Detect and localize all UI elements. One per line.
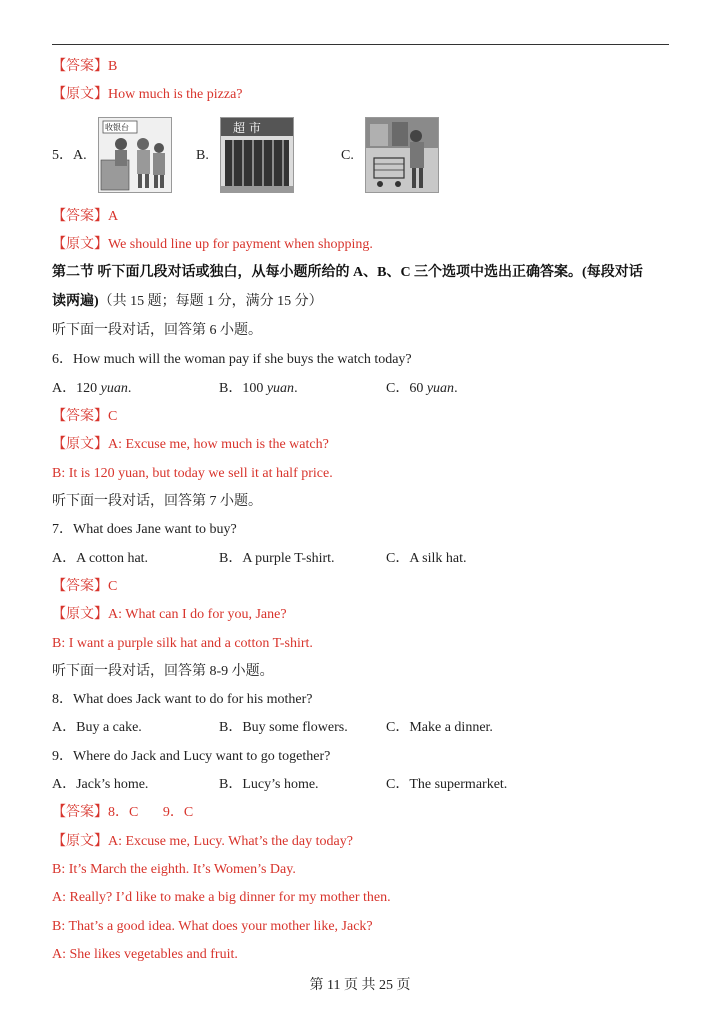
question-9: 9．Where do Jack and Lucy want to go together? (52, 749, 331, 764)
q9-option-c: C．The supermarket. (386, 777, 508, 792)
instruction-7: 听下面一段对话，回答第 7 小题。 (52, 494, 262, 509)
cashier-sign-text: 收银台 (105, 123, 129, 132)
header-rule (52, 44, 669, 45)
answer-4: 【答案】B (52, 59, 118, 74)
q6-option-c: C．60 yuan. (386, 381, 458, 396)
q8-option-c: C．Make a dinner. (386, 720, 493, 735)
question-6: 6．How much will the woman pay if she buys the watch today? (52, 352, 412, 367)
q8-option-b: B．Buy some flowers. (219, 720, 348, 735)
instruction-8-9: 听下面一段对话，回答第 8-9 小题。 (52, 664, 274, 679)
transcript-8-9b: B: It’s March the eighth. It’s Women’s Day. (52, 862, 296, 877)
transcript-6b: B: It is 120 yuan, but today we sell it at half price. (52, 466, 333, 481)
answer-7: 【答案】C (52, 579, 118, 594)
q5-label-a: 5．A. (52, 148, 87, 163)
transcript-7a: 【原文】A: What can I do for you, Jane? (52, 607, 287, 622)
q7-option-b: B．A purple T-shirt. (219, 551, 335, 566)
transcript-8-9a: 【原文】A: Excuse me, Lucy. What’s the day today? (52, 834, 353, 849)
transcript-7b: B: I want a purple silk hat and a cotton T-shirt. (52, 636, 313, 651)
q9-option-b: B．Lucy’s home. (219, 777, 319, 792)
instruction-6: 听下面一段对话，回答第 6 小题。 (52, 323, 262, 338)
page-footer: 第 11 页 共 25 页 (309, 978, 411, 993)
supermarket-sign-text: 超 市 (233, 121, 261, 135)
q7-option-c: C．A silk hat. (386, 551, 467, 566)
answer-5: 【答案】A (52, 209, 119, 224)
supermarket-image (220, 117, 294, 193)
transcript-8-9c: A: Really? I’d like to make a big dinner for my mother then. (52, 890, 391, 905)
q6-option-a: A．120 yuan. (52, 381, 132, 396)
transcript-6a: 【原文】A: Excuse me, how much is the watch? (52, 437, 329, 452)
transcript-8-9d: B: That’s a good idea. What does your mother like, Jack? (52, 919, 373, 934)
question-8: 8．What does Jack want to do for his mother? (52, 692, 313, 707)
transcript-5: 【原文】We should line up for payment when shopping. (52, 237, 373, 252)
question-7: 7．What does Jane want to buy? (52, 522, 237, 537)
cashier-image (98, 117, 172, 193)
q9-option-a: A．Jack’s home. (52, 777, 149, 792)
section-2-heading: 第二节 听下面几段对话或独白，从每小题所给的 A、B、C 三个选项中选出正确答案。(每段对话 (52, 265, 643, 280)
q5-label-c: C. (341, 148, 354, 163)
section-2-heading-cont: 读两遍)（共 15 题；每题 1 分，满分 15 分） (52, 294, 323, 309)
q6-option-b: B．100 yuan. (219, 381, 298, 396)
answer-8-9: 【答案】8．C 9．C (52, 805, 194, 820)
q7-option-a: A．A cotton hat. (52, 551, 149, 566)
q5-label-b: B. (196, 148, 209, 163)
answer-6: 【答案】C (52, 409, 118, 424)
transcript-8-9e: A: She likes vegetables and fruit. (52, 947, 238, 962)
q8-option-a: A．Buy a cake. (52, 720, 142, 735)
transcript-4: 【原文】How much is the pizza? (52, 87, 243, 102)
shopping-cart-image (365, 117, 439, 193)
